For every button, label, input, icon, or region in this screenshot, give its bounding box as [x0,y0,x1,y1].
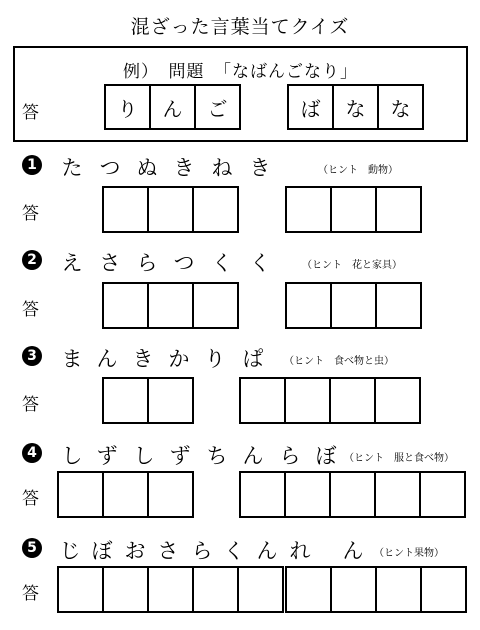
answer-cell[interactable] [419,471,466,518]
question-number: 4 [22,443,42,463]
example-answer-cell: な [377,84,424,130]
answer-cell[interactable] [375,566,422,613]
answer-label: 答 [22,489,39,509]
scrambled-letter: く [211,251,233,275]
question-number: 5 [22,538,42,558]
scrambled-letter: し [61,444,83,468]
answer-cell[interactable] [57,471,104,518]
scrambled-letter: か [168,347,190,371]
question-number: 1 [22,155,42,175]
answer-cell[interactable] [329,377,376,424]
scrambled-letter: た [61,156,83,180]
answer-cell[interactable] [102,186,149,233]
scrambled-letter: ん [96,347,118,371]
scrambled-letter: ん [342,539,364,563]
example-answer-label: 答 [22,103,39,123]
scrambled-letter: ら [279,444,301,468]
answer-cell[interactable] [102,471,149,518]
scrambled-letter: ら [136,251,158,275]
scrambled-letter: つ [173,251,195,275]
scrambled-letter: き [249,156,271,180]
example-answer-cell: ん [149,84,196,130]
answer-cell[interactable] [192,282,239,329]
answer-cell[interactable] [329,471,376,518]
question-hint: （ヒント 食べ物と虫） [284,356,394,367]
answer-cell[interactable] [375,186,422,233]
scrambled-letter: く [249,251,271,275]
scrambled-letter: ん [242,444,264,468]
answer-cell[interactable] [147,566,194,613]
example-answer-cell: な [332,84,379,130]
answer-label: 答 [22,204,39,224]
question-number: 2 [22,250,42,270]
scrambled-letter: つ [99,156,121,180]
question-hint: （ヒント 花と家具） [302,260,402,271]
example-answer-cell: ば [287,84,334,130]
scrambled-letter: く [223,539,245,563]
answer-cell[interactable] [374,377,421,424]
answer-cell[interactable] [102,566,149,613]
answer-cell[interactable] [192,566,239,613]
worksheet-title: 混ざった言葉当てクイズ [130,16,350,38]
example-answer-cell: り [104,84,151,130]
answer-cell[interactable] [237,566,284,613]
scrambled-letter: り [204,347,226,371]
scrambled-letter: ず [96,444,118,468]
answer-cell[interactable] [57,566,104,613]
answer-cell[interactable] [239,377,286,424]
scrambled-letter: ず [169,444,191,468]
scrambled-letter: ん [256,539,278,563]
answer-cell[interactable] [375,282,422,329]
answer-cell[interactable] [147,471,194,518]
question-hint: （ヒント 動物） [318,165,398,176]
scrambled-letter: ま [61,347,83,371]
scrambled-letter: さ [157,539,179,563]
scrambled-letter: し [133,444,155,468]
answer-cell[interactable] [192,186,239,233]
answer-cell[interactable] [330,566,377,613]
scrambled-letter: ぱ [242,347,264,371]
answer-cell[interactable] [239,471,286,518]
answer-cell[interactable] [330,282,377,329]
answer-cell[interactable] [374,471,421,518]
scrambled-letter: さ [99,251,121,275]
answer-cell[interactable] [285,282,332,329]
answer-cell[interactable] [285,186,332,233]
answer-cell[interactable] [147,377,194,424]
answer-cell[interactable] [330,186,377,233]
answer-label: 答 [22,584,39,604]
example-box [13,46,468,142]
answer-label: 答 [22,395,39,415]
answer-cell[interactable] [147,282,194,329]
answer-cell[interactable] [285,566,332,613]
scrambled-letter: お [124,539,146,563]
scrambled-letter: ぬ [136,156,158,180]
answer-cell[interactable] [420,566,467,613]
scrambled-letter: ち [206,444,228,468]
answer-cell[interactable] [102,282,149,329]
scrambled-letter: ぼ [91,539,113,563]
question-hint: （ヒント果物） [374,548,444,559]
answer-cell[interactable] [284,377,331,424]
question-number: 3 [22,346,42,366]
example-question: 例） 問題 「なばんごなり」 [123,62,358,82]
answer-cell[interactable] [147,186,194,233]
scrambled-letter: れ [289,539,311,563]
scrambled-letter: き [173,156,195,180]
scrambled-letter: じ [59,539,81,563]
answer-label: 答 [22,300,39,320]
answer-cell[interactable] [102,377,149,424]
answer-cell[interactable] [284,471,331,518]
scrambled-letter: え [61,251,83,275]
scrambled-letter: き [132,347,154,371]
scrambled-letter: ら [191,539,213,563]
scrambled-letter: ぼ [315,444,337,468]
question-hint: （ヒント 服と食べ物） [344,453,454,464]
scrambled-letter: ね [211,156,233,180]
example-answer-cell: ご [194,84,241,130]
